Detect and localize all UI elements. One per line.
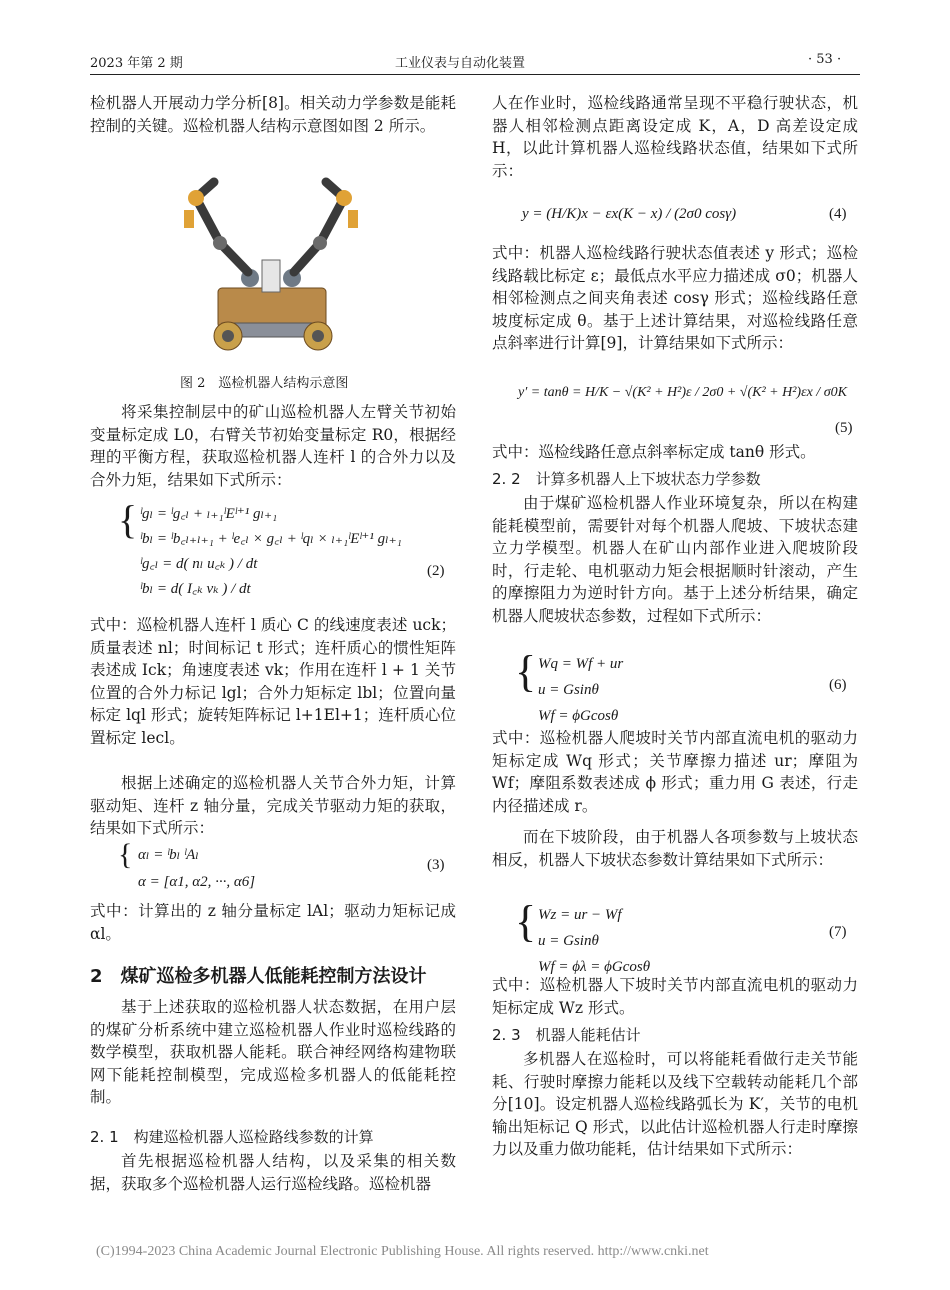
paragraph-sec2: 基于上述获取的巡检机器人状态数据，在用户层的煤矿分析系统中建立巡检机器人作业时巡检线路的数学模型，获取机器人能耗。联合神经网络构建物联网下能耗控制模型，完成巡检多机器人的低能耗控制。 xyxy=(90,998,456,1106)
paragraph-force: 将采集控制层中的矿山巡检机器人左臂关节初始变量标定成 L0，右臂关节初始变量标定 R0，根据经理的平衡方程，获取巡检机器人连杆 l 的合外力以及合外力矩，结果如下式所示： xyxy=(90,403,456,489)
section-2-1-heading: 2. 1 构建巡检机器人巡检路线参数的计算 xyxy=(90,1128,374,1146)
paragraph-eq5-desc: 式中：巡检线路任意点斜率标定成 tanθ 形式。 xyxy=(492,443,816,461)
section-2-3-heading: 2. 3 机器人能耗估计 xyxy=(492,1026,641,1044)
equation-7-line: Wf = ϕλ = ϕGcosθ xyxy=(538,959,651,975)
page-number: · 53 · xyxy=(808,52,842,67)
paragraph-2-2: 由于煤矿巡检机器人作业环境复杂，所以在构建能耗模型前，需要针对每个机器人爬坡、下坡状态建立力学模型。机器人在矿山内部作业进入爬坡阶段时，行走轮、电机驱动力矩会根据顺时针滚动，产生的摩擦阻力为逆时针方向。基于上述分析结果，确定机器人爬坡状态参数，过程如下式所示： xyxy=(492,494,858,625)
equation-4-number: (4) xyxy=(829,206,847,222)
paragraph-cont: 人在作业时，巡检线路通常呈现不平稳行驶状态，机器人相邻检测点距离设定成 K，A，D 高差设定成 H，以此计算机器人巡检线路状态值，结果如下式所示： xyxy=(492,94,858,180)
issue-label: 2023 年第 2 期 xyxy=(90,56,183,71)
equation-6 xyxy=(538,651,623,729)
equation-2-line: ˡbₗ = d( I꜀ₖ vₖ ) / dt xyxy=(140,581,251,597)
equation-6-line: Wf = ϕGcosθ xyxy=(538,708,619,724)
equation-2-line: ˡgₗ = ˡg꜀ₗ + ₗ₊₁ˡEˡ⁺¹ gₗ₊₁ xyxy=(140,506,278,522)
equation-7-line: Wz = ur − Wf xyxy=(538,907,622,923)
equation-2-line: ˡg꜀ₗ = d( nₗ u꜀ₖ ) / dt xyxy=(140,556,258,572)
paragraph-2-1: 首先根据巡检机器人结构，以及采集的相关数据，获取多个巡检机器人运行巡检线路。巡检机器 xyxy=(90,1152,456,1193)
equation-3-line: αₗ = ˡbₗ ˡAₗ xyxy=(138,847,199,863)
equation-5: y′ = tanθ = H/K − √(K² + H²)ε / 2σ0 + √(K² + H²)εx / σ0K xyxy=(518,385,847,400)
equation-3-line: α = [α1, α2, ···, α6] xyxy=(138,874,256,890)
equation-2 xyxy=(140,502,402,602)
copyright-footer: (C)1994-2023 China Academic Journal Electronic Publishing House. All rights reserved. http://www.cnki.net xyxy=(96,1244,709,1259)
equation-5-number: (5) xyxy=(835,420,853,436)
equation-2-number: (2) xyxy=(427,563,445,579)
equation-7-brace: { xyxy=(515,897,537,946)
equation-7-number: (7) xyxy=(829,924,847,940)
robot-figure xyxy=(170,168,370,363)
paragraph-eq3-desc: 式中：计算出的 z 轴分量标定 lAl；驱动力矩标记成 αl。 xyxy=(90,902,456,943)
robot-base xyxy=(218,288,326,328)
equation-7 xyxy=(538,902,650,980)
paragraph-eq4-desc: 式中：机器人巡检线路行驶状态值表述 y 形式；巡检线路载比标定 ε；最低点水平应力描述成 σ0；机器人相邻检测点之间夹角表述 cosγ 形式；巡检线路任意坡度标定成 θ。基于上述计算结果，对巡检线路任意点斜率进行计算[9]，计算结果如下式所示： xyxy=(492,244,858,352)
equation-3 xyxy=(138,842,255,896)
equation-6-line: u = Gsinθ xyxy=(538,682,599,698)
paragraph-eq6-desc: 式中：巡检机器人爬坡时关节内部直流电机的驱动力矩标定成 Wq 形式；关节摩擦力描述 ur；摩阻为 Wf；摩阻系数表述成 ϕ 形式；重力用 G 表述，行走内径描述成 r。 xyxy=(492,729,858,815)
equation-7-line: u = Gsinθ xyxy=(538,933,599,949)
section-2-heading: 2 煤矿巡检多机器人低能耗控制方法设计 xyxy=(90,966,427,987)
equation-6-line: Wq = Wf + ur xyxy=(538,656,624,672)
paragraph-torque: 根据上述确定的巡检机器人关节合外力矩，计算驱动矩、连杆 z 轴分量，完成关节驱动力矩的获取，结果如下式所示： xyxy=(90,774,456,837)
equation-2-brace: { xyxy=(118,497,138,542)
equation-4: y = (H/K)x − εx(K − x) / (2σ0 cosγ) xyxy=(522,206,737,222)
journal-title: 工业仪表与自动化装置 xyxy=(395,56,526,71)
equation-3-number: (3) xyxy=(427,857,445,873)
paragraph-eq2-desc: 式中：巡检机器人连杆 l 质心 C 的线速度表述 uck；质量表述 nl；时间标记 t 形式；连杆质心的惯性矩阵表述成 Ick；角速度表述 vk；作用在连杆 l + 1 关节位置的合外力标记 lgl；合外力矩标定 lbl；位置向量标定 lql 形式；旋转矩阵标记 l+1El+1；连杆质心位置标定 lecl。 xyxy=(90,616,456,747)
paragraph-intro: 检机器人开展动力学分析[8]。相关动力学参数是能耗控制的关键。巡检机器人结构示意图如图 2 所示。 xyxy=(90,94,456,135)
section-2-2-heading: 2. 2 计算多机器人上下坡状态力学参数 xyxy=(492,470,761,488)
figure-caption: 图 2 巡检机器人结构示意图 xyxy=(180,376,349,391)
equation-2-line: ˡbₗ = ˡb꜀ₗ₊ₗ₊₁ + ˡe꜀ₗ × g꜀ₗ + ˡqₗ × ₗ₊₁ˡEˡ⁺¹ gₗ₊₁ xyxy=(140,531,402,547)
paragraph-2-3: 多机器人在巡检时，可以将能耗看做行走关节能耗、行驶时摩擦力能耗以及线下空载转动能耗几个部分[10]。设定机器人巡检线路弧长为 K′，关节的电机输出矩标记 Q 形式，以此估计巡检机器人行走时摩擦力以及重力做功能耗，估计结果如下式所示： xyxy=(492,1050,858,1158)
equation-6-brace: { xyxy=(515,647,537,696)
paragraph-down: 而在下坡阶段，由于机器人各项参数与上坡状态相反，机器人下坡状态参数计算结果如下式所示： xyxy=(492,828,858,869)
equation-6-number: (6) xyxy=(829,677,847,693)
paragraph-eq7-desc: 式中：巡检机器人下坡时关节内部直流电机的驱动力矩标定成 Wz 形式。 xyxy=(492,976,858,1017)
equation-3-brace: { xyxy=(118,838,133,871)
header-rule xyxy=(90,74,860,75)
